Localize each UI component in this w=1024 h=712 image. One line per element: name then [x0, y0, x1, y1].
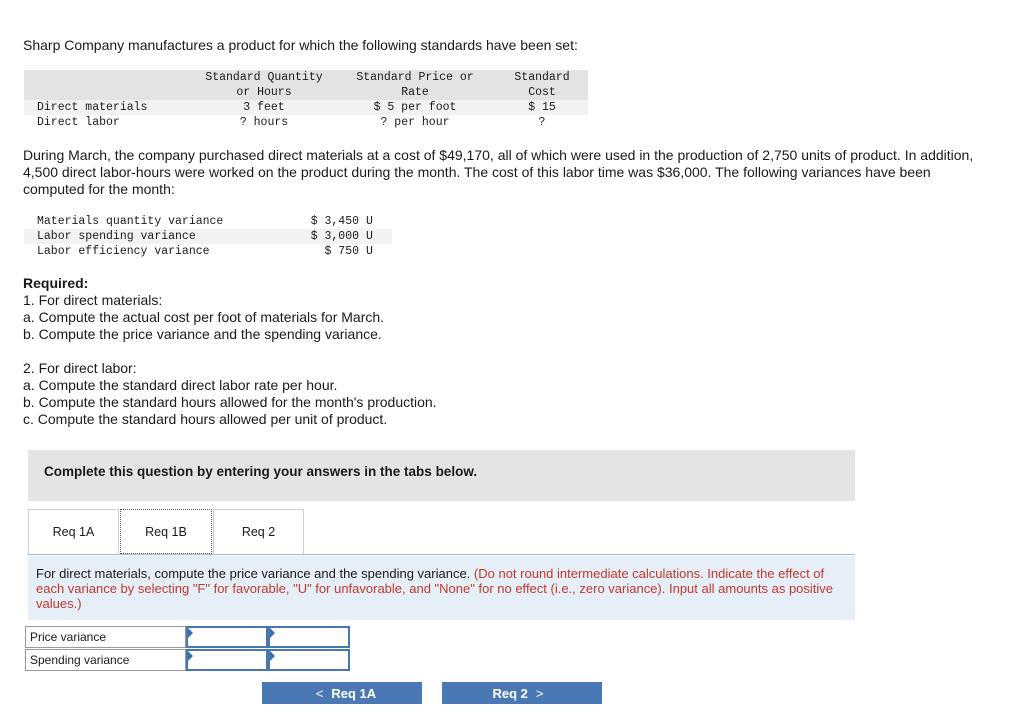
complete-banner	[28, 450, 855, 501]
tab-req-2[interactable]: Req 2	[213, 509, 304, 554]
row-qty: 3 feet	[243, 101, 285, 114]
instruction-main: For direct materials, compute the price variance and the spending variance.	[36, 566, 471, 581]
problem-intro: Sharp Company manufactures a product for which the following standards have been set:	[23, 37, 578, 53]
variance-amount: $ 750	[324, 245, 359, 258]
row-cost: ?	[538, 116, 546, 129]
tab-divider	[28, 554, 855, 555]
standards-table	[24, 70, 588, 130]
next-req-label: Req 2	[492, 685, 528, 701]
complete-text: Complete this question by entering your answers in the tabs below.	[44, 464, 478, 479]
answer-table	[25, 626, 350, 672]
variance-effect: U	[366, 245, 373, 258]
table-row	[24, 229, 392, 244]
required-line: a. Compute the standard direct labor rate per hour.	[23, 377, 338, 393]
header-std-quantity-line1: Standard Quantity	[205, 71, 323, 84]
required-section	[23, 275, 437, 428]
table-row	[24, 100, 588, 115]
table-row	[24, 244, 392, 259]
header-std-cost-line1: Standard	[514, 71, 570, 84]
problem-paragraph: During March, the company purchased direct materials at a cost of $49,170, all of which were used in the production of 2,750 units of product. In addition, 4,500 direct labor-hours were worked on the product during the month. The cost of this labor time was $36,000. The following variances have been computed for the month:	[23, 147, 974, 197]
row-label: Direct materials	[37, 101, 148, 114]
header-std-price-line2: Rate	[401, 86, 429, 99]
variances-table	[24, 214, 392, 259]
price-variance-effect-select[interactable]	[268, 626, 350, 648]
tab-req-1b[interactable]: Req 1B	[120, 509, 212, 554]
instruction-box	[28, 556, 855, 620]
header-std-price-line1: Standard Price or	[356, 71, 474, 84]
required-line: a. Compute the actual cost per foot of materials for March.	[23, 309, 385, 325]
row-price: ? per hour	[380, 116, 450, 129]
variance-label: Materials quantity variance	[37, 215, 224, 228]
variance-amount: $ 3,450	[310, 215, 359, 228]
instruction-note: (Do not round intermediate calculations. Indicate the effect of each variance by selecting "F" for favorable, "U" for unfavorable, and "None" for no effect (i.e., zero variance). Input all amounts as positive values.)	[36, 566, 834, 611]
row-qty: ? hours	[239, 116, 289, 129]
required-line: b. Compute the standard hours allowed for the month's production.	[23, 394, 437, 410]
spending-variance-effect-select[interactable]	[268, 649, 350, 671]
prev-req-label: Req 1A	[331, 685, 377, 701]
required-line: 2. For direct labor:	[23, 360, 137, 376]
next-req-button[interactable]	[442, 682, 602, 704]
table-row	[24, 115, 588, 130]
answer-label-price-variance: Price variance	[25, 626, 186, 648]
variance-effect: U	[366, 230, 373, 243]
required-line: 1. For direct materials:	[23, 292, 163, 308]
header-std-cost-line2: Cost	[528, 86, 556, 99]
required-heading: Required:	[23, 275, 89, 291]
chevron-right-icon: >	[535, 685, 544, 701]
price-variance-amount-input[interactable]	[186, 626, 268, 648]
instruction-text	[36, 566, 846, 611]
variance-label: Labor efficiency variance	[37, 245, 210, 258]
required-line: c. Compute the standard hours allowed per unit of product.	[23, 411, 388, 427]
chevron-left-icon: <	[315, 685, 324, 701]
variance-amount: $ 3,000	[310, 230, 359, 243]
variance-effect: U	[366, 215, 373, 228]
standards-table-header	[24, 70, 588, 100]
row-cost: $ 15	[528, 101, 556, 114]
tab-req-1a[interactable]: Req 1A	[28, 509, 119, 554]
required-line: b. Compute the price variance and the spending variance.	[23, 326, 382, 342]
prev-req-button[interactable]	[262, 682, 422, 704]
required-spacer	[23, 343, 437, 360]
row-price: $ 5 per foot	[373, 101, 457, 114]
spending-variance-amount-input[interactable]	[186, 649, 268, 671]
answer-label-spending-variance: Spending variance	[25, 649, 186, 671]
header-std-quantity-line2: or Hours	[236, 86, 292, 99]
variance-label: Labor spending variance	[37, 230, 196, 243]
row-label: Direct labor	[37, 116, 120, 129]
table-row	[24, 214, 392, 229]
